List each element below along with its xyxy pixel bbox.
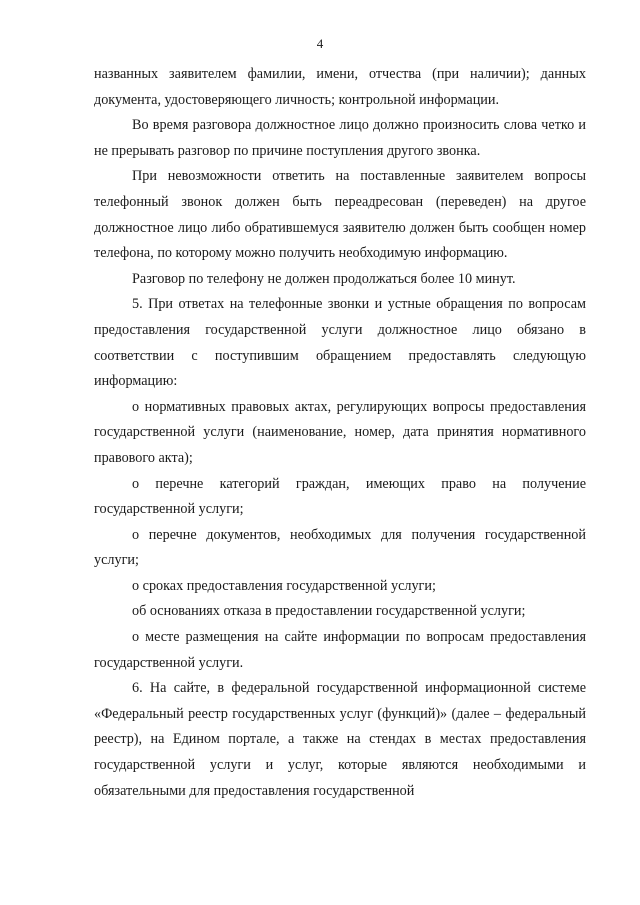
paragraph-4: Разговор по телефону не должен продолжаться более 10 минут.: [132, 270, 516, 287]
list-item-refusal-grounds: об основаниях отказа в предоставлении государственной услуги;: [132, 603, 526, 620]
document-body: [94, 62, 586, 804]
list-item-website-info: о месте размещения на сайте информации по вопросам предоставления государственной услуги.: [94, 629, 586, 671]
list-item-deadlines: о сроках предоставления государственной услуги;: [132, 577, 436, 594]
paragraph-6: 6. На сайте, в федеральной государственной информационной системе «Федеральный реестр государственных услуг (функций)» (далее – федеральный реестр), на Едином портале, а также на стендах в местах предоставления государственной услуги и услуг, которые являются необходимыми и обязательными для предоставления государственной: [94, 680, 586, 799]
list-item-documents: о перечне документов, необходимых для получения государственной услуги;: [94, 526, 586, 569]
paragraph-2: Во время разговора должностное лицо должно произносить слова четко и не прерывать разговор по причине поступления другого звонка.: [94, 117, 586, 159]
list-item-citizen-categories: о перечне категорий граждан, имеющих право на получение государственной услуги;: [94, 475, 586, 518]
list-item-normative-acts: о нормативных правовых актах, регулирующих вопросы предоставления государственной услуги (наименование, номер, дата принятия нормативного правового акта);: [94, 398, 586, 466]
paragraph-1: названных заявителем фамилии, имени, отчества (при наличии); данных документа, удостоверяющего личность; контрольной информации.: [94, 66, 586, 108]
paragraph-5: 5. При ответах на телефонные звонки и устные обращения по вопросам предоставления государственной услуги должностное лицо обязано в соответствии с поступившим обращением предоставлять следующую информацию:: [94, 296, 586, 390]
page-number: 4: [316, 36, 324, 51]
paragraph-3: При невозможности ответить на поставленные заявителем вопросы телефонный звонок должен быть переадресован (переведен) на другое должностное лицо либо обратившемуся заявителю должен быть сообщен номер телефона, по которому можно получить необходимую информацию.: [94, 168, 586, 262]
